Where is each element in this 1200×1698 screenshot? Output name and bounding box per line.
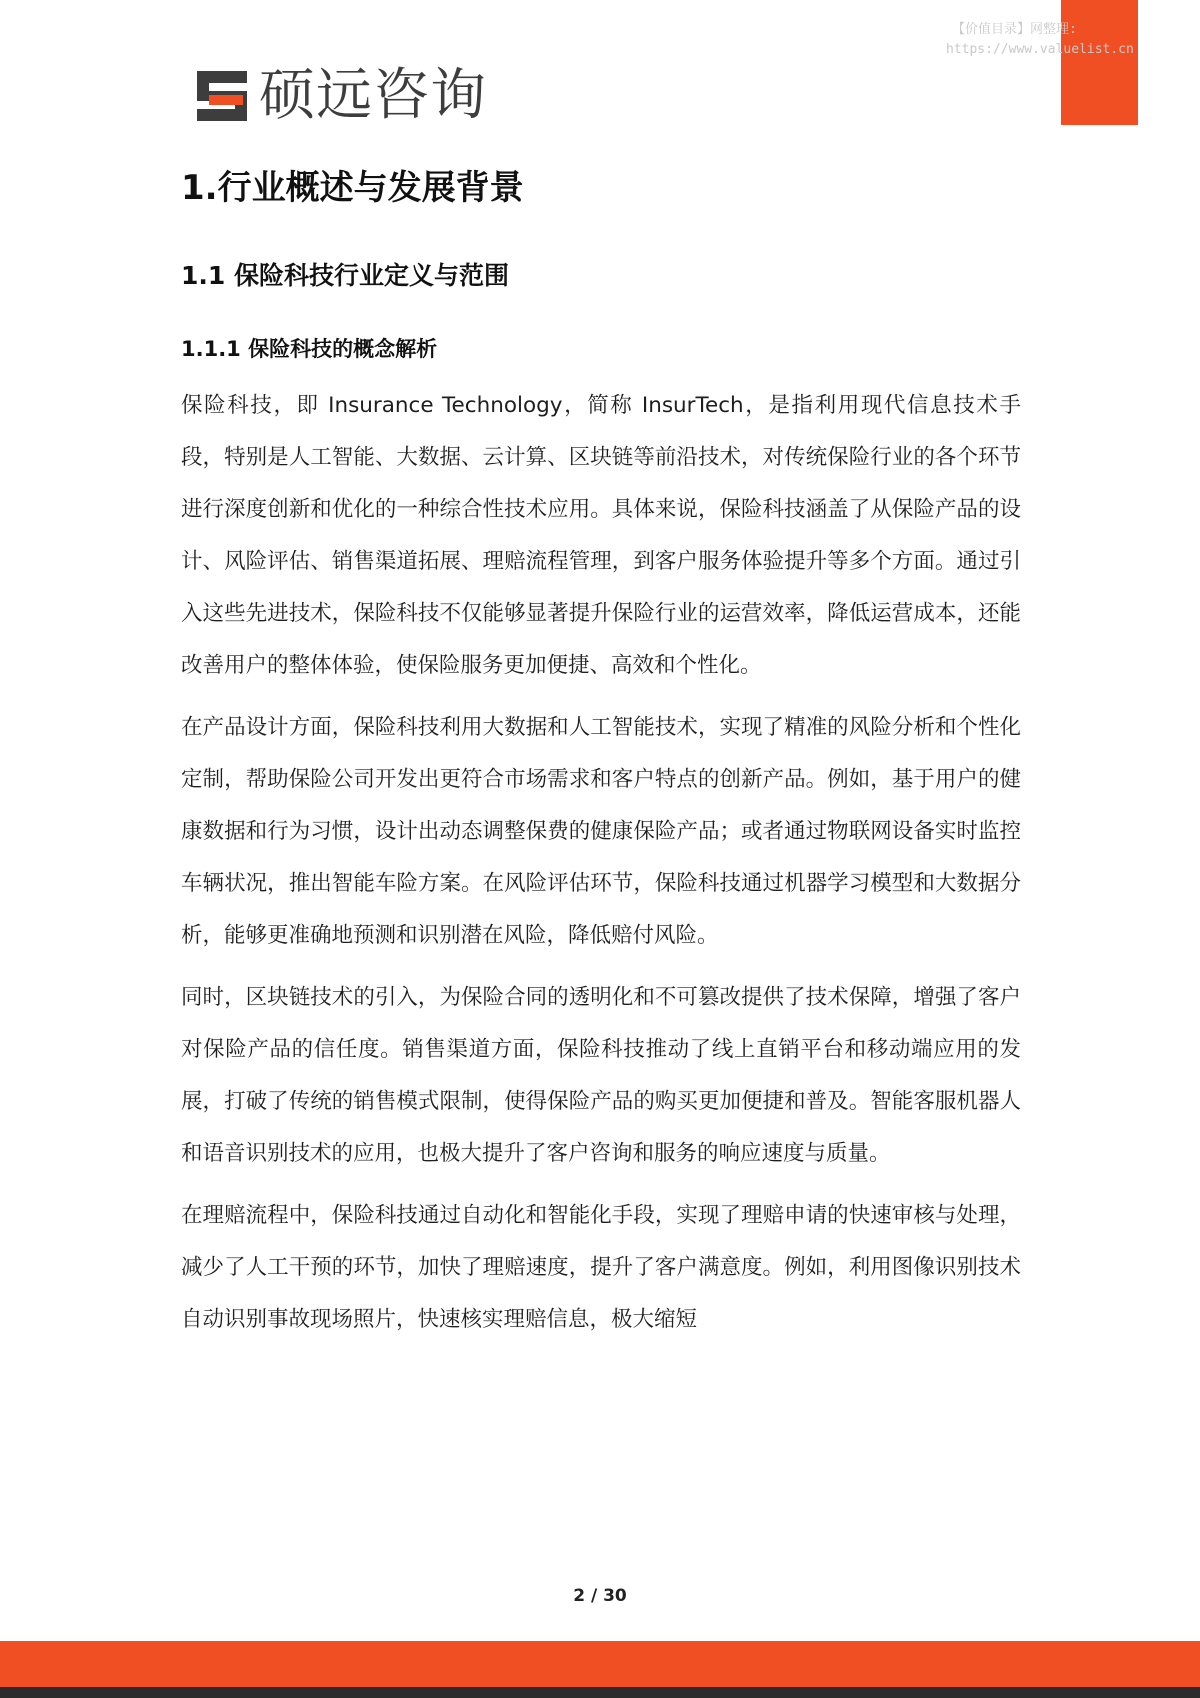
footer-dark-strip: [0, 1687, 1200, 1698]
chapter-title: 1.行业概述与发展背景: [181, 168, 524, 208]
document-body: [181, 160, 1021, 1346]
watermark-line-2: https://www.valuelist.cn: [946, 42, 1134, 57]
watermark-line-1: 【价值目录】网整理:: [952, 22, 1077, 37]
shuoyuan-logo-icon: [195, 69, 249, 123]
company-name: 硕远咨询: [259, 63, 487, 128]
header-accent-tab: [1061, 0, 1138, 125]
paragraph: 保险科技，即 Insurance Technology，简称 InsurTech，是指利用现代信息技术手段，特别是人工智能、大数据、云计算、区块链等前沿技术，对传统保险行业的各个环节进行深度创新和优化的一种综合性技术应用。具体来说，保险科技涵盖了从保险产品的设计、风险评估、销售渠道拓展、理赔流程管理，到客户服务体验提升等多个方面。通过引入这些先进技术，保险科技不仅能够显著提升保险行业的运营效率，降低运营成本，还能改善用户的整体体验，使保险服务更加便捷、高效和个性化。: [181, 393, 1021, 678]
subsection-title: 1.1.1 保险科技的概念解析: [181, 337, 438, 361]
paragraph: 在产品设计方面，保险科技利用大数据和人工智能技术，实现了精准的风险分析和个性化定制，帮助保险公司开发出更符合市场需求和客户特点的创新产品。例如，基于用户的健康数据和行为习惯，设计出动态调整保费的健康保险产品；或者通过物联网设备实时监控车辆状况，推出智能车险方案。在风险评估环节，保险科技通过机器学习模型和大数据分析，能够更准确地预测和识别潜在风险，降低赔付风险。: [181, 715, 1021, 948]
paragraph: 在理赔流程中，保险科技通过自动化和智能化手段，实现了理赔申请的快速审核与处理，减少了人工干预的环节，加快了理赔速度，提升了客户满意度。例如，利用图像识别技术自动识别事故现场照片，快速核实理赔信息，极大缩短: [181, 1203, 1021, 1332]
footer-accent-bar: [0, 1641, 1200, 1687]
page-number: 2 / 30: [573, 1586, 627, 1606]
paragraph: 同时，区块链技术的引入，为保险合同的透明化和不可篡改提供了技术保障，增强了客户对保险产品的信任度。销售渠道方面，保险科技推动了线上直销平台和移动端应用的发展，打破了传统的销售模式限制，使得保险产品的购买更加便捷和普及。智能客服机器人和语音识别技术的应用，也极大提升了客户咨询和服务的响应速度与质量。: [181, 985, 1021, 1166]
watermark: [946, 20, 1186, 60]
company-logo: [195, 63, 487, 128]
section-title: 1.1 保险科技行业定义与范围: [181, 261, 509, 290]
